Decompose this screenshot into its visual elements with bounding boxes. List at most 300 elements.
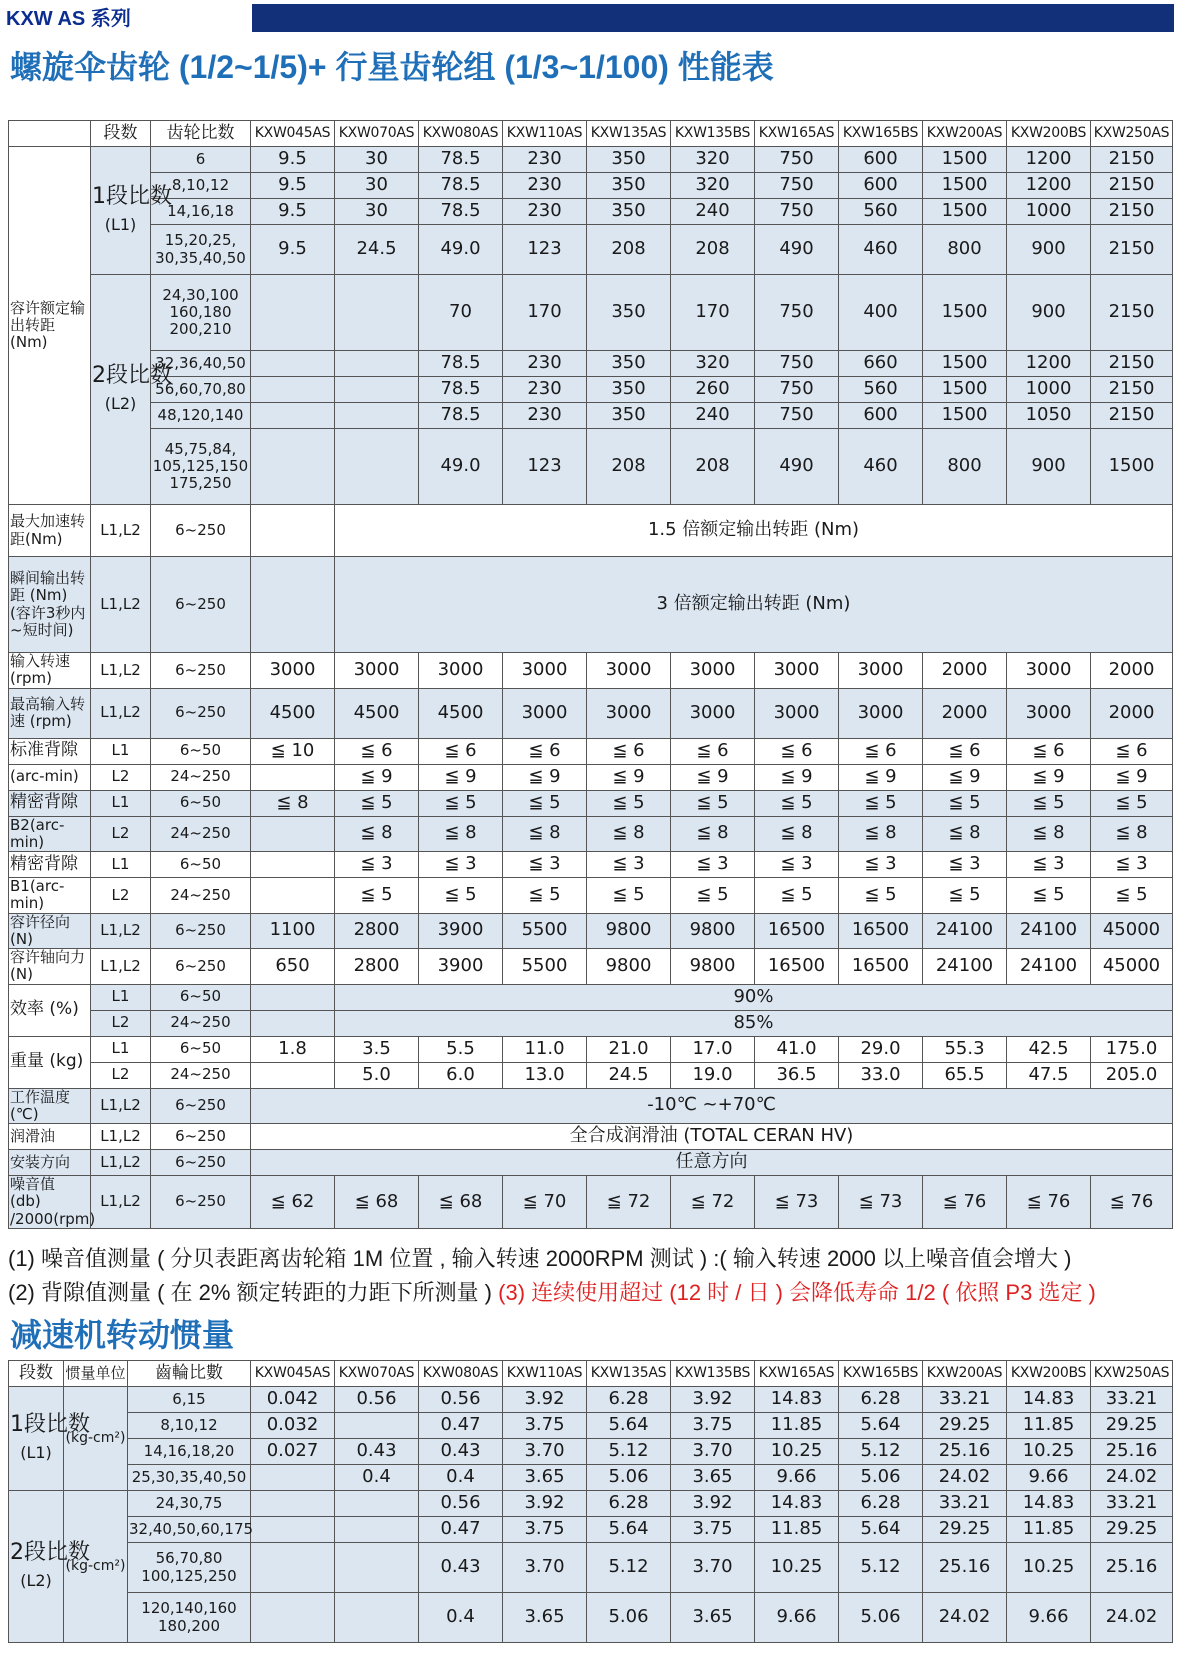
table-row [9,147,1173,173]
ratio-cell: 14,16,18,20 [128,1439,251,1465]
value-cell [251,852,335,878]
value-cell: 6.28 [587,1387,671,1413]
ratio-cell: 6~50 [151,984,251,1010]
value-cell: ≦ 3 [755,852,839,878]
ratio-line: 56,70,80 [155,1549,223,1568]
value-cell [335,351,419,377]
value-cell: 1100 [251,913,335,949]
ratio-cell: 56,60,70,80 [151,377,251,403]
value-cell: 30 [335,199,419,225]
value-cell: 2000 [1091,688,1173,738]
value-cell: 1200 [1007,173,1091,199]
value-cell [251,1543,335,1593]
s1-label: 1段比数 [10,1412,90,1438]
value-cell: 750 [755,275,839,351]
header-model: KXW250AS [1091,121,1173,147]
value-cell: 9.66 [755,1465,839,1491]
value-cell: 5.64 [839,1517,923,1543]
value-cell: ≦ 5 [587,878,671,914]
stage-cell: L1,L2 [91,913,151,949]
value-cell: 5.64 [587,1517,671,1543]
axial-label: 容许轴向力(N) [9,949,91,985]
value-cell: 1050 [1007,403,1091,429]
torque-label: 容许额定输出转距 (Nm) [9,147,91,505]
ratio-cell: 6~50 [151,852,251,878]
value-cell: 78.5 [419,173,503,199]
value-cell: 900 [1007,429,1091,505]
value-cell: 24.02 [1091,1465,1173,1491]
value-cell: 49.0 [419,429,503,505]
table-row [9,1036,1173,1062]
value-cell: ≦ 3 [839,852,923,878]
value-cell: 6.28 [839,1491,923,1517]
table-row [9,275,1173,351]
value-cell: 9800 [587,949,671,985]
value-cell: 29.25 [923,1517,1007,1543]
max_input_speed-label: 最高输入转速 (rpm) [9,688,91,738]
value-cell [251,1465,335,1491]
value-cell: ≦ 5 [1007,790,1091,816]
table-row [9,403,1173,429]
blank-cell [251,984,335,1010]
value-cell: 16500 [839,949,923,985]
value-cell: ≦ 5 [335,790,419,816]
value-cell: 900 [1007,225,1091,275]
value-cell: 750 [755,199,839,225]
value-cell [335,1517,419,1543]
value-cell: 4500 [335,688,419,738]
value-cell: 5.0 [335,1062,419,1088]
value-cell: 70 [419,275,503,351]
ratio-cell: 6~250 [151,949,251,985]
value-cell: 170 [503,275,587,351]
value-cell: 5.06 [587,1465,671,1491]
stage-cell: L1 [91,1036,151,1062]
value-cell [335,403,419,429]
value-cell: 10.25 [1007,1439,1091,1465]
value-cell: 350 [587,199,671,225]
value-cell: 750 [755,403,839,429]
weight-label: 重量 (kg) [9,1036,91,1088]
value-cell: 9.5 [251,199,335,225]
ratio-cell: 6~250 [151,557,251,653]
header-model: KXW045AS [251,121,335,147]
value-cell: ≦ 9 [1007,764,1091,790]
input_speed-label: 输入转速 (rpm) [9,653,91,689]
value-cell: 208 [587,429,671,505]
value-cell: ≦ 8 [755,816,839,852]
ratio-cell: 24~250 [151,816,251,852]
value-cell [251,351,335,377]
value-cell [251,377,335,403]
value-cell: 2150 [1091,173,1173,199]
value-cell: 260 [671,377,755,403]
value-cell: ≦ 5 [671,878,755,914]
stage-cell: L1,L2 [91,949,151,985]
value-cell: 230 [503,147,587,173]
ratio-cell [151,429,251,505]
value-cell: 9.5 [251,225,335,275]
value-cell: 460 [839,225,923,275]
value-cell: 47.5 [1007,1062,1091,1088]
value-cell: 78.5 [419,403,503,429]
instant-text: 3 倍额定输出转距 (Nm) [335,557,1173,653]
header-model: KXW110AS [503,121,587,147]
ratio-cell: 6~50 [151,1036,251,1062]
blank-cell [251,1010,335,1036]
value-cell: 3900 [419,949,503,985]
stage-cell: L1 [91,790,151,816]
header-model: KXW045AS [251,1361,335,1387]
value-cell: 3.70 [671,1439,755,1465]
b1_backlash-label-1: 精密背隙 [9,852,91,878]
header-model: KXW165AS [755,121,839,147]
value-cell [251,764,335,790]
value-cell: 33.21 [1091,1491,1173,1517]
value-cell: 11.85 [1007,1517,1091,1543]
table-row [9,913,1173,949]
ratio-cell: 8,10,12 [128,1413,251,1439]
value-cell: 750 [755,377,839,403]
value-cell: 240 [671,403,755,429]
value-cell: 3.65 [671,1465,755,1491]
value-cell: 0.56 [419,1387,503,1413]
table-row [9,1361,1173,1387]
value-cell: 3.65 [503,1593,587,1643]
value-cell: 30 [335,147,419,173]
ratio-cell: 6~250 [151,688,251,738]
value-cell: 33.21 [923,1491,1007,1517]
value-cell: 3000 [839,688,923,738]
value-cell: 29.25 [1091,1413,1173,1439]
ratio-line: 160,180 [169,302,232,321]
value-cell: ≦ 3 [335,852,419,878]
stage-cell: L1,L2 [91,505,151,557]
value-cell: 1500 [923,377,1007,403]
value-cell: ≦ 9 [671,764,755,790]
value-cell: 6.0 [419,1062,503,1088]
ratio-cell: 48,120,140 [151,403,251,429]
value-cell: 29.25 [923,1413,1007,1439]
efficiency-l2-text: 85% [335,1010,1173,1036]
value-cell: ≦ 5 [1091,878,1173,914]
header-bar [0,0,1178,36]
ratio-cell: 6~250 [151,1124,251,1150]
value-cell: 2800 [335,949,419,985]
ratio-cell: 8,10,12 [151,173,251,199]
value-cell: 0.56 [419,1491,503,1517]
value-cell: 3.92 [503,1387,587,1413]
value-cell: 55.3 [923,1036,1007,1062]
value-cell: 3.92 [671,1491,755,1517]
header-model: KXW165AS [755,1361,839,1387]
value-cell [335,275,419,351]
ratio-line: 180,200 [157,1616,221,1635]
ratio-cell: 6~50 [151,738,251,764]
value-cell: 6.28 [587,1491,671,1517]
value-cell: 230 [503,173,587,199]
table-row [9,764,1173,790]
value-cell [335,429,419,505]
value-cell: ≦ 9 [755,764,839,790]
value-cell: 33.21 [923,1387,1007,1413]
value-cell: 4500 [251,688,335,738]
value-cell: 10.25 [1007,1543,1091,1593]
value-cell: 175.0 [1091,1036,1173,1062]
mount-text: 任意方向 [251,1150,1173,1176]
value-cell: ≦ 6 [923,738,1007,764]
value-cell: ≦ 62 [251,1176,335,1229]
value-cell: ≦ 3 [671,852,755,878]
value-cell: 9800 [671,949,755,985]
value-cell: 0.43 [419,1439,503,1465]
value-cell: 2000 [923,653,1007,689]
value-cell: 230 [503,351,587,377]
value-cell: 24.02 [923,1593,1007,1643]
value-cell: ≦ 5 [671,790,755,816]
table-row [9,505,1173,557]
value-cell: 230 [503,403,587,429]
value-cell: 21.0 [587,1036,671,1062]
header-model: KXW080AS [419,1361,503,1387]
ratio-cell: 24~250 [151,764,251,790]
value-cell: 0.43 [335,1439,419,1465]
value-cell: 350 [587,275,671,351]
stage2-label-cell [91,275,172,505]
value-cell: 6.28 [839,1387,923,1413]
value-cell: 3000 [755,688,839,738]
mount-label: 安装方向 [9,1150,91,1176]
value-cell: 24.02 [923,1465,1007,1491]
header-model: KXW165BS [839,121,923,147]
value-cell [251,1517,335,1543]
value-cell: 45000 [1091,949,1173,985]
value-cell: 14.83 [755,1491,839,1517]
value-cell [335,1593,419,1643]
value-cell: 3.75 [671,1517,755,1543]
value-cell: 2150 [1091,199,1173,225]
value-cell: ≦ 68 [419,1176,503,1229]
value-cell: ≦ 68 [335,1176,419,1229]
lube-label: 润滑油 [9,1124,91,1150]
table-row [9,1593,1173,1643]
ratio-line: 175,250 [169,474,232,493]
stage-cell: L2 [91,1062,151,1088]
value-cell: ≦ 10 [251,738,335,764]
value-cell: ≦ 70 [503,1176,587,1229]
value-cell: 208 [587,225,671,275]
value-cell: 30 [335,173,419,199]
value-cell: 3000 [839,653,923,689]
value-cell: ≦ 5 [923,878,1007,914]
value-cell: 29.25 [1091,1517,1173,1543]
value-cell: 3.70 [671,1543,755,1593]
ratio-cell: 24~250 [151,1010,251,1036]
value-cell: 3.65 [671,1593,755,1643]
value-cell: ≦ 6 [503,738,587,764]
table-row [9,790,1173,816]
value-cell [251,429,335,505]
table-row [9,1465,1173,1491]
instant-label: 瞬间输出转距 (Nm) (容许3秒内~短时间) [9,557,91,653]
note-2: (2) 背隙值测量 ( 在 2% 额定转距的力距下所测量 ) [8,1280,493,1305]
ratio-cell: 32,36,40,50 [151,351,251,377]
header-model: KXW070AS [335,121,419,147]
value-cell: ≦ 5 [587,790,671,816]
header-model: KXW200BS [1007,121,1091,147]
value-cell: 230 [503,199,587,225]
value-cell: 24.5 [587,1062,671,1088]
value-cell: 19.0 [671,1062,755,1088]
value-cell: 2150 [1091,147,1173,173]
value-cell: ≦ 3 [923,852,1007,878]
series-label: KXW AS 系列 [6,8,131,30]
value-cell: ≦ 8 [923,816,1007,852]
value-cell: ≦ 6 [671,738,755,764]
value-cell: 1.8 [251,1036,335,1062]
value-cell [251,275,335,351]
value-cell: 14.83 [1007,1387,1091,1413]
header-model: KXW135AS [587,121,671,147]
efficiency-label: 效率 (%) [9,984,91,1036]
value-cell: 2000 [1091,653,1173,689]
temp-label: 工作温度(℃) [9,1088,91,1124]
value-cell: 9.66 [1007,1465,1091,1491]
value-cell: 208 [671,429,755,505]
value-cell: ≦ 8 [587,816,671,852]
value-cell: ≦ 6 [1007,738,1091,764]
table-row [9,1517,1173,1543]
value-cell: 13.0 [503,1062,587,1088]
value-cell: 3000 [419,653,503,689]
value-cell: 660 [839,351,923,377]
value-cell: ≦ 8 [839,816,923,852]
value-cell: 800 [923,225,1007,275]
unit-cell: (kg-cm²) [64,1491,128,1643]
value-cell: ≦ 6 [839,738,923,764]
value-cell: 11.0 [503,1036,587,1062]
efficiency-l1-text: 90% [335,984,1173,1010]
ratio-cell [151,225,251,275]
value-cell: ≦ 5 [755,790,839,816]
stage-cell: L2 [91,878,151,914]
table-row [9,1062,1173,1088]
table-row [9,1387,1173,1413]
value-cell: 1000 [1007,199,1091,225]
lube-text: 全合成润滑油 (TOTAL CERAN HV) [251,1124,1173,1150]
ratio-line: 24,30,100 [162,285,239,304]
value-cell: 3000 [587,653,671,689]
table-row [9,1176,1173,1229]
b2_backlash-label-2: B2(arc-min) [9,816,91,852]
performance-table-title: 螺旋伞齿轮 (1/2~1/5)+ 行星齿轮组 (1/3~1/100) 性能表 [10,49,774,85]
table-row [9,852,1173,878]
value-cell: 750 [755,147,839,173]
value-cell [335,1491,419,1517]
value-cell: 350 [587,351,671,377]
value-cell: 1500 [923,147,1007,173]
value-cell: 320 [671,351,755,377]
value-cell: 49.0 [419,225,503,275]
value-cell [251,816,335,852]
value-cell: ≦ 9 [923,764,1007,790]
value-cell: 3900 [419,913,503,949]
header-model: KXW200AS [923,121,1007,147]
value-cell: ≦ 6 [419,738,503,764]
value-cell: 3.70 [503,1439,587,1465]
header-stage: 段数 [9,1361,64,1387]
value-cell: ≦ 3 [419,852,503,878]
value-cell: 9800 [671,913,755,949]
value-cell: 10.25 [755,1543,839,1593]
value-cell: ≦ 76 [1091,1176,1173,1229]
std_backlash-label-1: 标准背隙 [9,738,91,764]
value-cell: 0.4 [419,1593,503,1643]
stage-cell: L2 [91,816,151,852]
value-cell: 4500 [419,688,503,738]
value-cell: 24.02 [1091,1593,1173,1643]
value-cell: ≦ 9 [839,764,923,790]
table-row [9,688,1173,738]
value-cell: 0.042 [251,1387,335,1413]
value-cell: 78.5 [419,351,503,377]
ratio-cell: 14,16,18 [151,199,251,225]
value-cell: 123 [503,225,587,275]
value-cell: ≦ 72 [671,1176,755,1229]
value-cell: 1500 [923,351,1007,377]
stage-cell: L2 [91,764,151,790]
value-cell: 24100 [1007,913,1091,949]
value-cell: 0.47 [419,1517,503,1543]
blank-cell [251,505,335,557]
stage2-label: 2段比数 [92,363,172,389]
value-cell: 24100 [923,949,1007,985]
inertia-table-title: 减速机转动惯量 [10,1317,235,1353]
note-1: (1) 噪音值测量 ( 分贝表距离齿轮箱 1M 位置 , 输入转速 2000RPM 测试 ) :( 输入转速 2000 以上噪音值会增大 ) [8,1246,1072,1271]
value-cell: 2150 [1091,275,1173,351]
value-cell: 3.65 [503,1465,587,1491]
value-cell: 400 [839,275,923,351]
value-cell: 3000 [671,688,755,738]
header-stage: 段数 [91,121,151,147]
header-model: KXW135BS [671,121,755,147]
ratio-cell: 6~250 [151,1176,251,1229]
value-cell [335,1543,419,1593]
value-cell: 16500 [755,949,839,985]
value-cell: 0.47 [419,1413,503,1439]
ratio-cell [128,1593,251,1643]
value-cell: 78.5 [419,199,503,225]
value-cell: 1500 [923,199,1007,225]
value-cell: 205.0 [1091,1062,1173,1088]
header-model: KXW165BS [839,1361,923,1387]
value-cell: 0.032 [251,1413,335,1439]
ratio-cell: 24~250 [151,878,251,914]
value-cell: 9.5 [251,147,335,173]
value-cell: ≦ 5 [839,878,923,914]
value-cell: 3.92 [671,1387,755,1413]
value-cell: ≦ 6 [755,738,839,764]
value-cell: 208 [671,225,755,275]
value-cell: 25.16 [923,1543,1007,1593]
table-row [9,878,1173,914]
table-row [9,1491,1173,1517]
value-cell: ≦ 8 [419,816,503,852]
ratio-cell: 24,30,75 [128,1491,251,1517]
value-cell: 900 [1007,275,1091,351]
value-cell: 36.5 [755,1062,839,1088]
value-cell: 320 [671,173,755,199]
